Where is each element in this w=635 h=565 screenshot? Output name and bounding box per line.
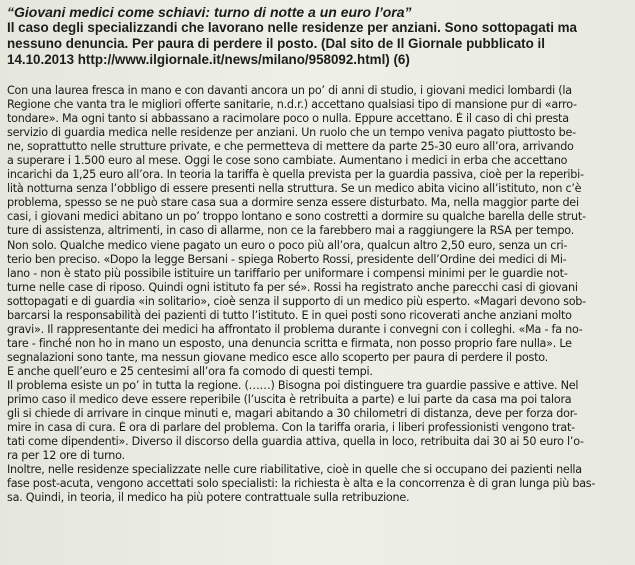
text-line: tati come dipendenti». Diverso il discorso della guardia attiva, quella in loco, retribuita dai 30 ai 50 euro l’o- (7, 435, 584, 449)
text-line: Non solo. Qualche medico viene pagato un euro o poco più all’ora, qualcun altro 2,50 euro, senza un cri- (7, 238, 568, 252)
text-line: servizio di guardia medica nelle residenze per anziani. Un ruolo che un tempo veniva pagato piuttosto be- (7, 126, 576, 140)
text-line: Il problema esiste un po’ in tutta la regione. (……) Bisogna poi distinguere tra guardie passive e attive. Nel (7, 378, 579, 392)
text-line: gravi». Il rappresentante dei medici ha affrontato il problema durante i convegni con i colleghi. «Ma - fa no- (7, 322, 583, 336)
text-line: turne nelle case di riposo. Quindi ogni istituto fa per sé». Rossi ha registrato anche parecchi casi di giovani (7, 280, 578, 294)
text-line: sottopagati e di guardia «in solitario», cioè senza il supporto di un medico più esperto. «Magari devono sob- (7, 294, 586, 308)
text-line: fase post-acuta, vengono accettati solo specialisti: la richiesta è alta e la concorrenza è di gran lunga più bas- (7, 477, 596, 491)
article-paragraph (7, 463, 627, 505)
article-title: “Giovani medici come schiavi: turno di notte a un euro l’ora” (7, 4, 412, 20)
text-line: tondare». Ma ogni tanto si abbassano a racimolare poco o nulla. Eppure accettano. È il caso di chi presta (7, 112, 569, 126)
text-line: ne, soprattutto nelle strutture private, e che permetteva di mettere da parte 25-30 euro all’ora, arrivando (7, 140, 574, 154)
headline-line: nessuno denuncia. Per paura di perdere il posto. (Dal sito de Il Giornale pubblicato il (7, 36, 545, 51)
text-line: lità notturna senza l’obbligo di essere presenti nella struttura. Se un medico abita vicino all’istituto, non c’è (7, 182, 582, 196)
headline-line: Il caso degli specializzandi che lavorano nelle residenze per anziani. Sono sottopagati ma (7, 20, 578, 35)
text-line: lano - non è stato più possibile istituire un tariffario per uniformare i compensi minimi per le guardie not- (7, 266, 568, 280)
text-line: problema, spesso se ne può stare casa sua a dormire senza essere disturbato. Ma, nella maggior parte dei (7, 196, 579, 210)
text-line: ra per 12 ore di turno. (7, 449, 125, 463)
text-line: sa. Quindi, in teoria, il medico ha più potere contrattuale sulla retribuzione. (7, 491, 410, 505)
article-paragraph (7, 84, 627, 379)
text-line: terio ben preciso. «Dopo la legge Bersani - spiega Roberto Rossi, presidente dell’Ordine dei medici di Mi- (7, 252, 567, 266)
text-line: Inoltre, nelle residenze specializzate nelle cure riabilitative, cioè in quelle che si occupano dei pazienti nella (7, 463, 582, 477)
article-headline (7, 20, 627, 68)
article-paragraph (7, 379, 627, 463)
text-line: tare - finché non ho in mano un esposto, una denuncia scritta e firmata, non posso proprio fare nulla». Le (7, 336, 572, 350)
headline-line: 14.10.2013 http://www.ilgiornale.it/news/milano/958092.html) (6) (7, 52, 410, 67)
article-body (7, 84, 627, 505)
text-line: E anche quell’euro e 25 centesimi all’ora fa comodo di questi tempi. (7, 364, 373, 378)
text-line: Regione che vanta tra le migliori offerte sanitarie, n.d.r.) accettano qualsiasi tipo di mansione pur di «arro- (7, 98, 577, 112)
text-line: ture di assistenza, altrimenti, in caso di allarme, non ce la farebbero mai a raggiungere la RSA per tempo. (7, 224, 574, 238)
text-line: primo caso il medico deve essere reperibile (l’uscita è retribuita a parte) e lui parte da casa ma poi talora (7, 393, 572, 407)
text-line: incarichi da 1,25 euro all’ora. In teoria la tariffa è quella prevista per la guardia passiva, cioè per la reperibi- (7, 168, 584, 182)
text-line: a superare i 1.500 euro al mese. Oggi le cose sono cambiate. Aumentano i medici in erba che accettano (7, 154, 568, 168)
text-line: barcarsi la responsabilità dei pazienti di tutto l’istituto. E in quei posti sono ricoverati anche anziani molto (7, 308, 572, 322)
text-line: segnalazioni sono tante, ma nessun giovane medico esce allo scoperto per paura di perdere il posto. (7, 350, 548, 364)
text-line: mire in casa di cura. È ora di parlare del problema. Con la tariffa oraria, i liberi professionisti vengono trat- (7, 421, 575, 435)
text-line: Con una laurea fresca in mano e con davanti ancora un po’ di anni di studio, i giovani medici lombardi (la (7, 84, 572, 97)
text-line: casi, i giovani medici abitano un po’ troppo lontano e sono costretti a dormire su qualche barella delle strut- (7, 210, 586, 224)
text-line: gli si chiede di arrivare in cinque minuti e, magari abitando a 30 chilometri di distanza, deve per forza dor- (7, 407, 578, 421)
